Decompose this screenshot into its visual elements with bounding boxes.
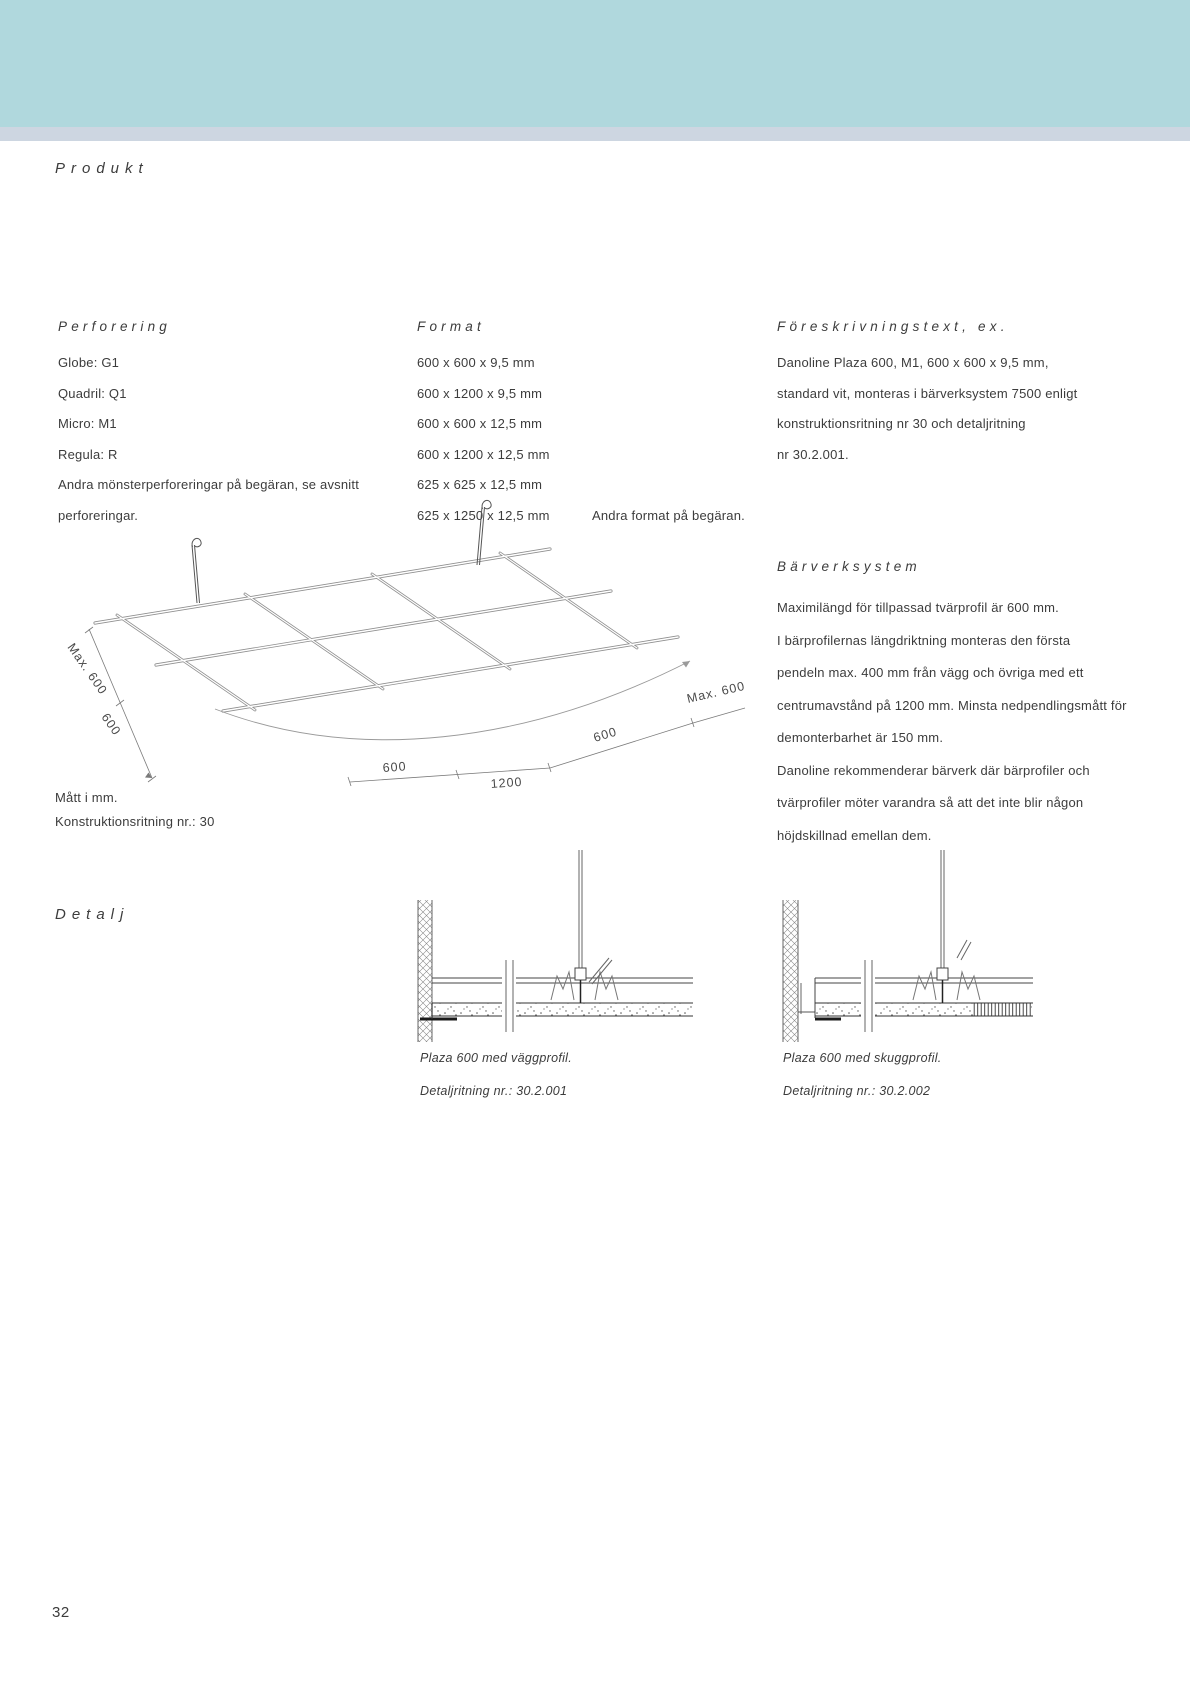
detail-drawing-wall-profile — [395, 842, 695, 1042]
hanger-wire — [579, 850, 582, 980]
wall-section — [418, 900, 432, 1042]
measure-note-line: Mått i mm. — [55, 790, 118, 805]
dim-label-left-600: 600 — [98, 710, 124, 739]
break-mask — [861, 958, 875, 1034]
heading-barverksystem: Bärverksystem — [777, 559, 921, 574]
format-line: 625 x 625 x 12,5 mm — [417, 477, 543, 492]
wall-hatch — [418, 900, 432, 1042]
caption-ref: Detaljritning nr.: 30.2.002 — [783, 1084, 931, 1098]
perforering-line: perforeringar. — [58, 507, 139, 523]
caption-ref: Detaljritning nr.: 30.2.001 — [420, 1084, 568, 1098]
isometric-ceiling-drawing — [45, 495, 765, 805]
gypsum-board — [432, 1003, 693, 1016]
cross-profile-center — [372, 574, 510, 669]
barverksystem-line: tvärprofiler möter varandra så att det inte blir någon — [777, 795, 1084, 810]
section-break — [861, 958, 875, 1034]
format-note: Andra format på begäran. — [592, 507, 745, 523]
profile-lines — [815, 978, 1033, 983]
hanger-assembly — [913, 850, 980, 1003]
foreskrivning-lines — [777, 348, 1117, 470]
foreskrivning-line: konstruktionsritning nr 30 och detaljritning — [777, 416, 1026, 431]
carrier-profile-center — [223, 637, 678, 711]
dim-label-1200: 1200 — [490, 774, 523, 791]
page-number: 32 — [52, 1604, 70, 1621]
board-insulation-hatch — [973, 1004, 1031, 1016]
barverksystem-line: Maximilängd för tillpassad tvärprofil är 600 mm. — [777, 600, 1059, 615]
clip-strut — [957, 940, 971, 960]
format-line: 600 x 1200 x 9,5 mm — [417, 385, 543, 401]
foreskrivning-line: standard vit, monteras i bärverksystem 7500 enligt — [777, 385, 1078, 401]
top-color-band — [0, 0, 1190, 127]
heading-foreskrivningstext: Föreskrivningstext, ex. — [777, 319, 1009, 334]
hanger-hook-icon — [192, 538, 201, 547]
dim-label-600-a: 600 — [382, 759, 408, 775]
barverksystem-line: höjdskillnad emellan dem. — [777, 827, 932, 843]
shadow-gap-edge — [798, 983, 815, 1014]
caption-shadow-profile — [783, 1048, 942, 1114]
clip-spring-right — [957, 972, 980, 1000]
hanger-wire — [477, 507, 485, 565]
foreskrivning-line: nr 30.2.001. — [777, 446, 849, 462]
cross-profile-center — [117, 615, 255, 710]
wall-section — [783, 900, 815, 1042]
perforering-line: Globe: G1 — [58, 355, 120, 370]
clip-strut — [589, 958, 612, 984]
dimension-lines — [85, 627, 745, 786]
format-line: 600 x 600 x 9,5 mm — [417, 355, 535, 370]
clip-spring-left — [913, 972, 936, 1000]
barverksystem-line: pendeln max. 400 mm från vägg och övriga med ett — [777, 665, 1084, 680]
barverksystem-line: centrumavstånd på 1200 mm. Minsta nedpendlingsmått för — [777, 697, 1127, 713]
hanger-assembly — [551, 850, 618, 1003]
format-line: 600 x 1200 x 12,5 mm — [417, 446, 550, 462]
hanger-clip — [575, 968, 586, 980]
measure-note-line: Konstruktionsritning nr.: 30 — [55, 814, 215, 829]
perforering-line: Micro: M1 — [58, 416, 117, 431]
hanger-wire — [192, 545, 200, 603]
barverksystem-line: Danoline rekommenderar bärverk där bärprofiler och — [777, 762, 1090, 778]
dimension-line-left — [89, 629, 152, 778]
format-line-text: 625 x 1250 x 12,5 mm — [417, 507, 550, 523]
cross-profile-center — [245, 594, 383, 689]
ceiling-assembly — [420, 978, 693, 1019]
hanger-hook-icon — [482, 500, 491, 509]
suspension-hangers — [192, 500, 491, 603]
caption-line: Plaza 600 med väggprofil. — [420, 1051, 573, 1065]
barverksystem-line: demonterbarhet är 150 mm. — [777, 730, 944, 745]
heading-detalj: Detalj — [55, 906, 130, 923]
format-line: 600 x 600 x 12,5 mm — [417, 416, 543, 431]
section-barverksystem — [777, 558, 1137, 852]
caption-line: Plaza 600 med skuggprofil. — [783, 1051, 942, 1065]
dim-label-600-b: 600 — [591, 724, 619, 745]
profile-lines — [432, 978, 693, 983]
hanger-clip — [937, 968, 948, 980]
barverksystem-lines — [777, 592, 1137, 852]
heading-format: Format — [417, 319, 485, 334]
page-title: Produkt — [55, 160, 149, 177]
grid-profiles — [95, 549, 678, 711]
perforering-line: Quadril: Q1 — [58, 385, 127, 401]
detail-drawing-shadow-profile — [735, 842, 1035, 1042]
section-break — [502, 958, 516, 1034]
dim-label-right-max: Max. 600 — [685, 678, 747, 706]
caption-wall-profile — [420, 1048, 572, 1114]
heading-perforering: Perforering — [58, 319, 171, 334]
barverksystem-line: I bärprofilernas längdriktning monteras den första — [777, 632, 1071, 648]
ceiling-assembly — [815, 978, 1033, 1019]
dim-label-left-max: Max. 600 — [64, 640, 111, 698]
perforering-line: Andra mönsterperforeringar på begäran, se avsnitt — [58, 477, 360, 492]
cross-profile-center — [500, 553, 637, 648]
break-mask — [502, 958, 516, 1034]
wall-hatch — [783, 900, 798, 1042]
column-foreskrivningstext — [777, 318, 1117, 470]
foreskrivning-line: Danoline Plaza 600, M1, 600 x 600 x 9,5 mm, — [777, 355, 1049, 370]
hanger-wire — [941, 850, 944, 980]
perforering-line: Regula: R — [58, 446, 118, 462]
top-band-strip — [0, 127, 1190, 141]
measure-note — [55, 786, 215, 834]
dimension-line-bottom — [350, 708, 745, 782]
clip-spring-left — [551, 972, 574, 1000]
